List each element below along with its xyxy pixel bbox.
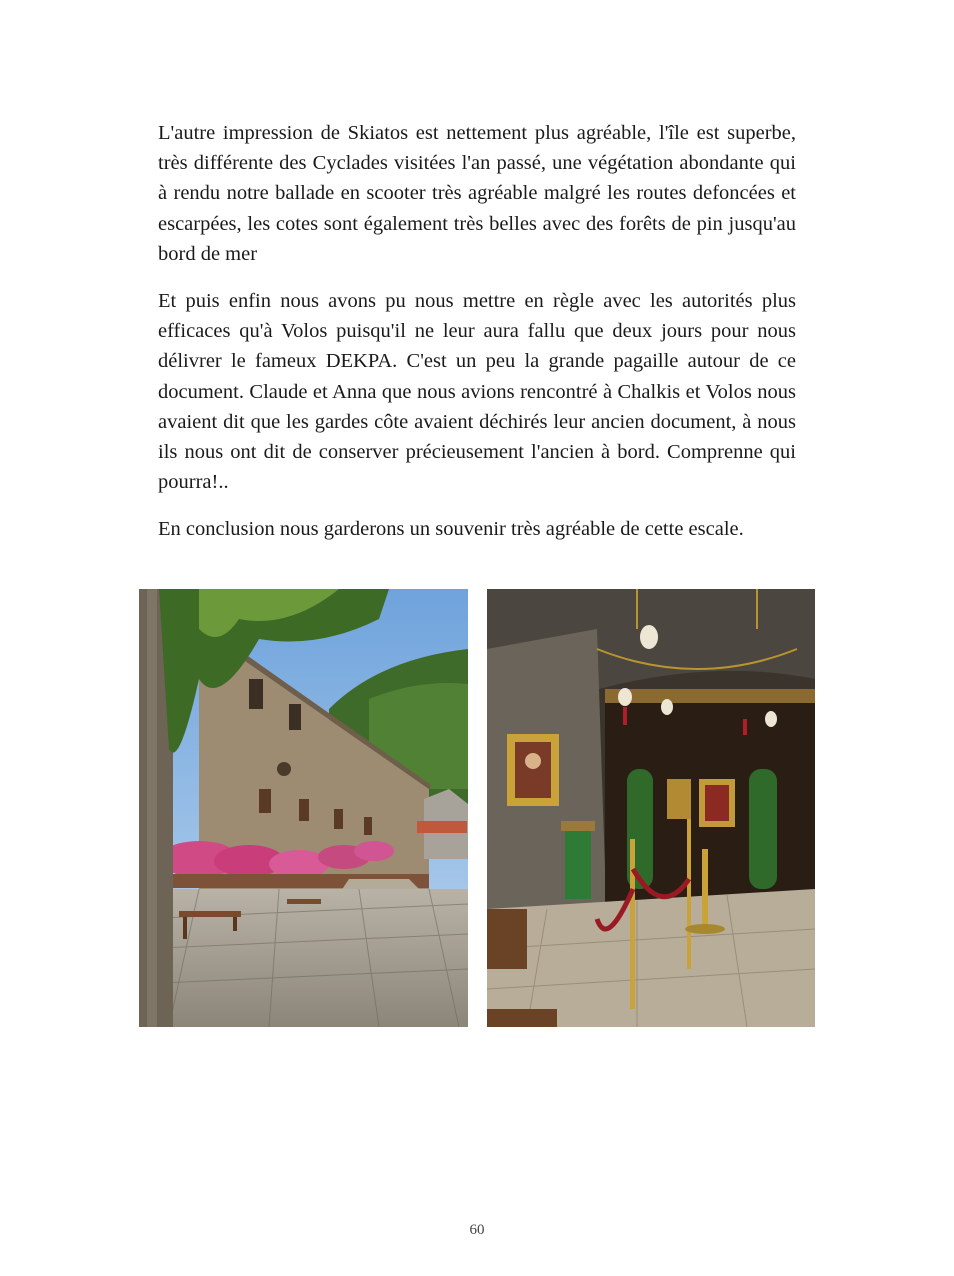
paragraph-dekpa-authorities: Et puis enfin nous avons pu nous mettre en règle avec les autorités plus efficaces qu'à Volos puisqu'il ne leur aura fallu que deux jours pour nous délivrer le fameux DEKPA. C'est un peu la grande pagaille autour de ce document. Claude et Anna que nous avions rencontré à Chalkis et Volos nous avaient dit que les gardes côte avaient déchirés leur ancien document, à nous ils nous ont dit de conserver précieusement l'ancien à bord. Comprenne qui pourra!.. — [158, 290, 796, 494]
paragraph-skiathos-impression: L'autre impression de Skiatos est nettement plus agréable, l'île est superbe, très différente des Cyclades visitées l'an passé, une végétation abondante qui à rendu notre ballade en scooter très agréable malgré les routes defoncées et escarpées, les cotes sont également très belles avec des forêts de pin jusqu'au bord de mer — [158, 122, 796, 265]
page-number: 60 — [469, 1222, 485, 1238]
church-interior-photo — [487, 589, 815, 1027]
body-text — [158, 118, 796, 562]
paragraph-conclusion: En conclusion nous garderons un souvenir très agréable de cette escale. — [158, 518, 744, 541]
monastery-courtyard-photo — [139, 589, 468, 1027]
